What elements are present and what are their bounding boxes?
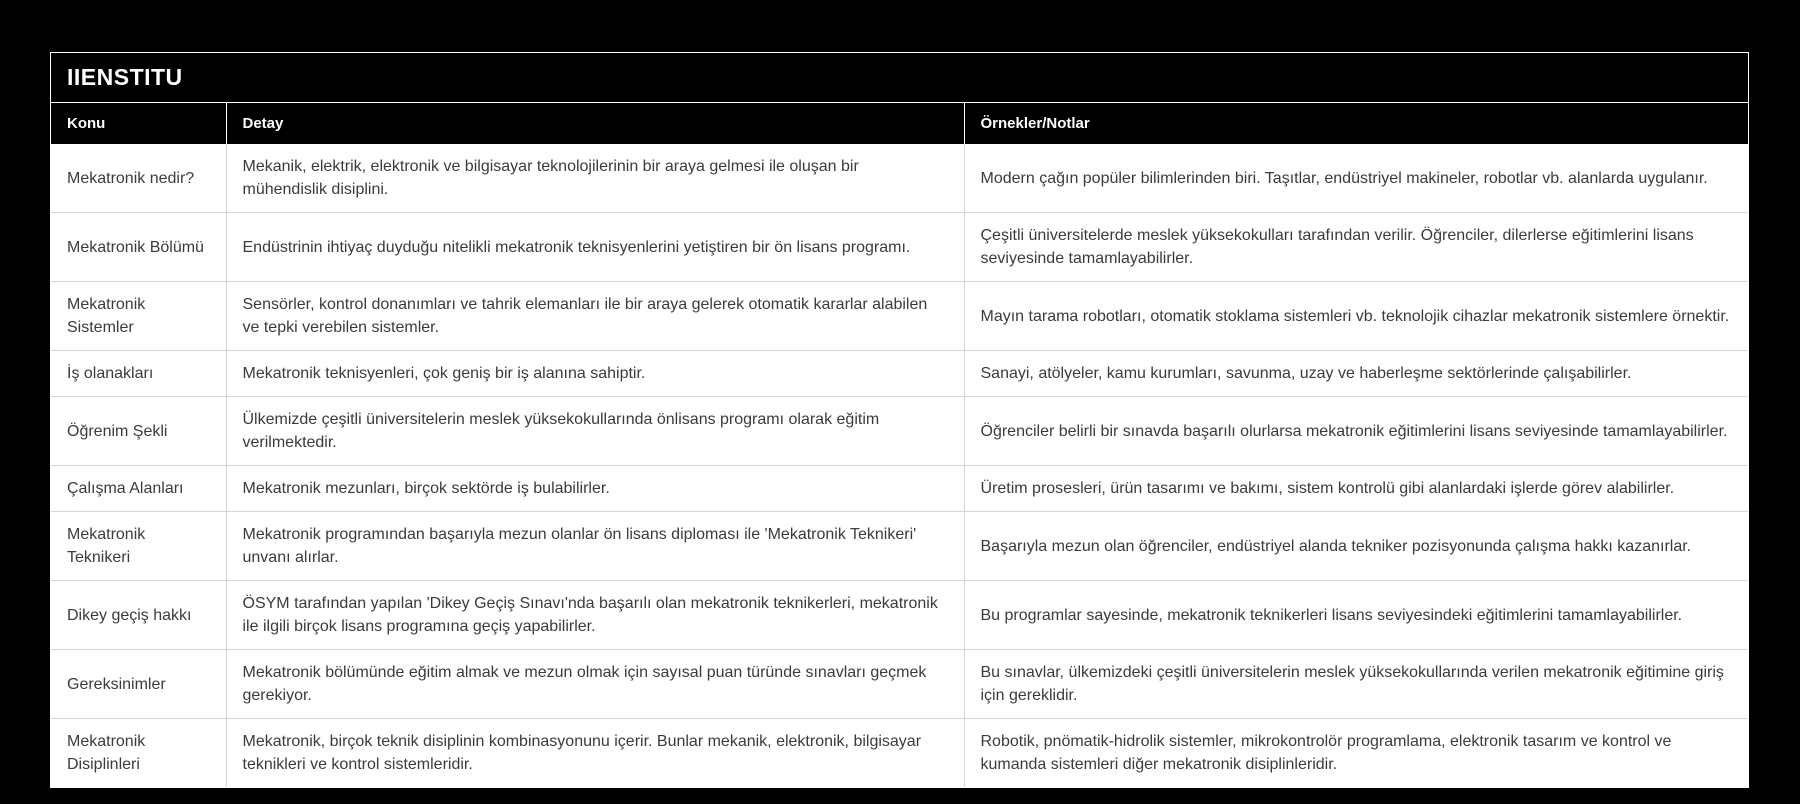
cell-detay: Mekatronik, birçok teknik disiplinin kombinasyonunu içerir. Bunlar mekanik, elektronik, bilgisayar teknikleri ve kontrol sistemleridir. — [226, 719, 964, 788]
column-header-ornekler-notlar: Örnekler/Notlar — [964, 103, 1748, 144]
cell-konu: Dikey geçiş hakkı — [51, 581, 226, 650]
cell-notlar: Modern çağın popüler bilimlerinden biri. Taşıtlar, endüstriyel makineler, robotlar vb. alanlarda uygulanır. — [964, 144, 1748, 213]
cell-notlar: Başarıyla mezun olan öğrenciler, endüstriyel alanda tekniker pozisyonunda çalışma hakkı kazanırlar. — [964, 512, 1748, 581]
cell-konu: Mekatronik Sistemler — [51, 282, 226, 351]
cell-konu: İş olanakları — [51, 351, 226, 397]
table-row — [51, 512, 1748, 581]
column-header-detay: Detay — [226, 103, 964, 144]
cell-detay: Mekatronik bölümünde eğitim almak ve mezun olmak için sayısal puan türünde sınavları geçmek gerekiyor. — [226, 650, 964, 719]
cell-notlar: Bu programlar sayesinde, mekatronik teknikerleri lisans seviyesindeki eğitimlerini tamamlayabilirler. — [964, 581, 1748, 650]
cell-notlar: Üretim prosesleri, ürün tasarımı ve bakımı, sistem kontrolü gibi alanlardaki işlerde görev alabilirler. — [964, 466, 1748, 512]
table-row — [51, 282, 1748, 351]
page-title: IIENSTITU — [67, 64, 183, 90]
cell-detay: Mekatronik programından başarıyla mezun olanlar ön lisans diploması ile 'Mekatronik Teknikeri' unvanı alırlar. — [226, 512, 964, 581]
cell-konu: Mekatronik Bölümü — [51, 213, 226, 282]
table-row — [51, 581, 1748, 650]
cell-konu: Mekatronik Disiplinleri — [51, 719, 226, 788]
cell-notlar: Robotik, pnömatik-hidrolik sistemler, mikrokontrolör programlama, elektronik tasarım ve kontrol ve kumanda sistemleri diğer mekatronik disiplinleridir. — [964, 719, 1748, 788]
table-row — [51, 144, 1748, 213]
info-table — [51, 103, 1748, 787]
cell-konu: Mekatronik Teknikeri — [51, 512, 226, 581]
cell-notlar: Bu sınavlar, ülkemizdeki çeşitli üniversitelerin meslek yüksekokullarında verilen mekatronik eğitimine giriş için gereklidir. — [964, 650, 1748, 719]
title-bar — [51, 53, 1748, 103]
info-table-card — [50, 52, 1749, 788]
column-header-konu: Konu — [51, 103, 226, 144]
cell-detay: Mekatronik mezunları, birçok sektörde iş bulabilirler. — [226, 466, 964, 512]
cell-notlar: Mayın tarama robotları, otomatik stoklama sistemleri vb. teknolojik cihazlar mekatronik sistemlere örnektir. — [964, 282, 1748, 351]
cell-konu: Mekatronik nedir? — [51, 144, 226, 213]
table-row — [51, 719, 1748, 788]
cell-notlar: Sanayi, atölyeler, kamu kurumları, savunma, uzay ve haberleşme sektörlerinde çalışabilirler. — [964, 351, 1748, 397]
cell-detay: Endüstrinin ihtiyaç duyduğu nitelikli mekatronik teknisyenlerini yetiştiren bir ön lisans programı. — [226, 213, 964, 282]
table-row — [51, 397, 1748, 466]
cell-notlar: Öğrenciler belirli bir sınavda başarılı olurlarsa mekatronik eğitimlerini lisans seviyesinde tamamlayabilirler. — [964, 397, 1748, 466]
cell-detay: Mekanik, elektrik, elektronik ve bilgisayar teknolojilerinin bir araya gelmesi ile oluşan bir mühendislik disiplini. — [226, 144, 964, 213]
table-body — [51, 144, 1748, 787]
table-row — [51, 466, 1748, 512]
cell-detay: ÖSYM tarafından yapılan 'Dikey Geçiş Sınavı'nda başarılı olan mekatronik teknikerleri, mekatronik ile ilgili birçok lisans programına geçiş yapabilirler. — [226, 581, 964, 650]
table-row — [51, 213, 1748, 282]
cell-konu: Öğrenim Şekli — [51, 397, 226, 466]
cell-detay: Sensörler, kontrol donanımları ve tahrik elemanları ile bir araya gelerek otomatik kararlar alabilen ve tepki verebilen sistemler. — [226, 282, 964, 351]
cell-konu: Çalışma Alanları — [51, 466, 226, 512]
table-row — [51, 650, 1748, 719]
cell-notlar: Çeşitli üniversitelerde meslek yüksekokulları tarafından verilir. Öğrenciler, dilerlerse eğitimlerini lisans seviyesinde tamamlayabilirler. — [964, 213, 1748, 282]
cell-detay: Mekatronik teknisyenleri, çok geniş bir iş alanına sahiptir. — [226, 351, 964, 397]
cell-konu: Gereksinimler — [51, 650, 226, 719]
table-row — [51, 351, 1748, 397]
cell-detay: Ülkemizde çeşitli üniversitelerin meslek yüksekokullarında önlisans programı olarak eğitim verilmektedir. — [226, 397, 964, 466]
table-header — [51, 103, 1748, 144]
